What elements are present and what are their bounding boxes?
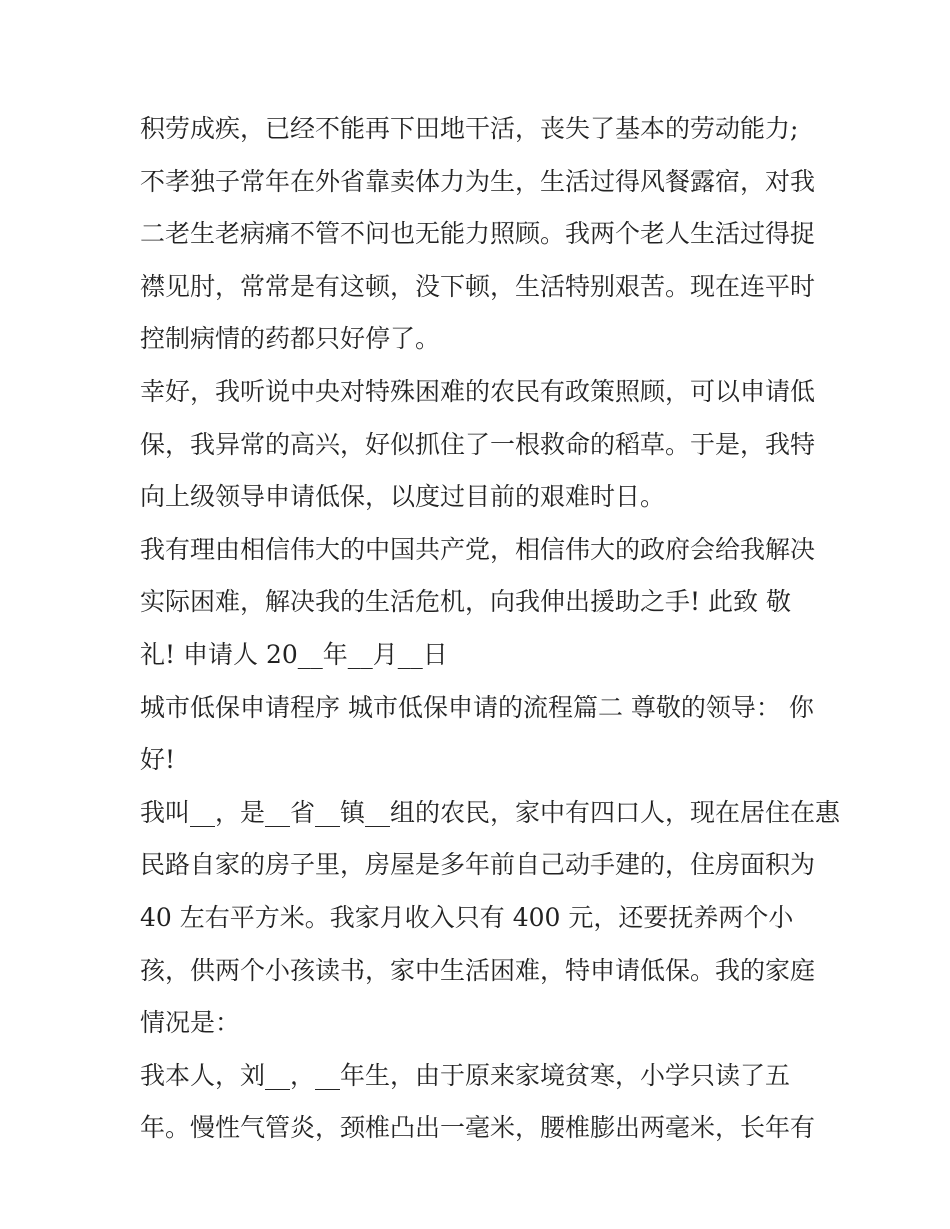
text-line: 孩，供两个小孩读书，家中生活困难，特申请低保。我的家庭 [140, 955, 816, 985]
text-line: 实际困难，解决我的生活危机，向我伸出援助之手! 此致 敬 [140, 587, 791, 617]
text-line: 城市低保申请程序 城市低保申请的流程篇二 尊敬的领导： 你 [140, 692, 814, 722]
document-body [140, 103, 841, 1155]
text-line: 礼! 申请人 20__年__月__日 [140, 639, 448, 669]
text-line: 40 左右平方米。我家月收入只有 400 元，还要抚养两个小 [140, 902, 794, 932]
text-line: 情况是： [140, 1008, 241, 1038]
text-line: 不孝独子常年在外省靠卖体力为生，生活过得风餐露宿，对我 [140, 166, 816, 196]
text-line: 二老生老病痛不管不问也无能力照顾。我两个老人生活过得捉 [140, 219, 816, 249]
text-line: 保，我异常的高兴，好似抓住了一根救命的稻草。于是，我特 [140, 429, 816, 459]
text-line: 幸好，我听说中央对特殊困难的农民有政策照顾，可以申请低 [140, 376, 816, 406]
text-line: 向上级领导申请低保，以度过目前的艰难时日。 [140, 482, 666, 512]
text-line: 年。慢性气管炎，颈椎凸出一毫米，腰椎膨出两毫米，长年有 [140, 1113, 816, 1143]
text-line: 襟见肘，常常是有这顿，没下顿，生活特别艰苦。现在连平时 [140, 271, 816, 301]
text-line: 积劳成疾，已经不能再下田地干活，丧失了基本的劳动能力; [140, 114, 799, 143]
text-line: 好! [140, 745, 176, 775]
text-line: 我叫__，是__省__镇__组的农民，家中有四口人，现在居住在惠 [140, 797, 841, 827]
text-line: 民路自家的房子里，房屋是多年前自己动手建的，住房面积为 [140, 850, 816, 880]
text-line: 控制病情的药都只好停了。 [140, 324, 441, 354]
text-line: 我有理由相信伟大的中国共产党，相信伟大的政府会给我解决 [140, 534, 816, 564]
text-line: 我本人，刘__，__年生，由于原来家境贫寒，小学只读了五 [140, 1060, 791, 1090]
